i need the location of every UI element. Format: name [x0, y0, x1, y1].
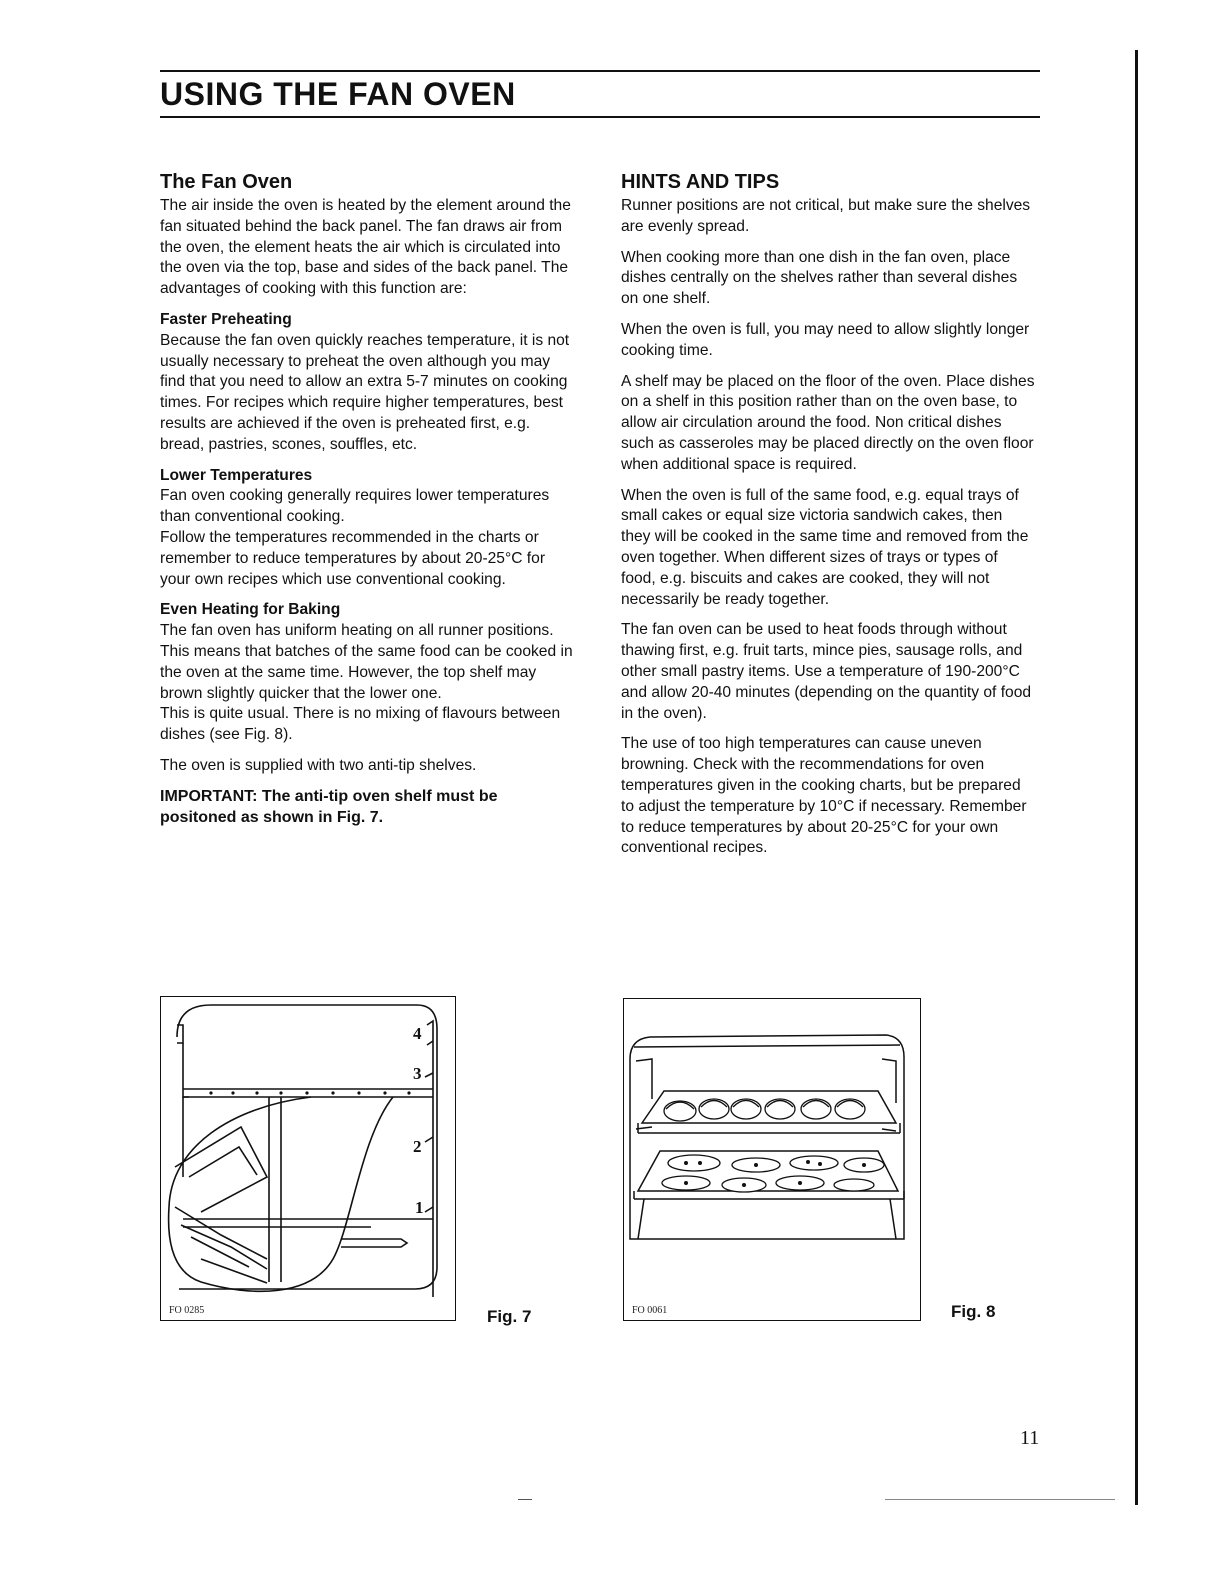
- hint-paragraph: Runner positions are not critical, but make sure the shelves are evenly spread.: [621, 197, 1031, 235]
- lower-temperatures-body-1: Fan oven cooking generally requires lower temperatures than conventional cooking.: [160, 487, 550, 526]
- right-column: [621, 170, 1036, 869]
- fan-oven-heading: The Fan Oven: [160, 171, 293, 193]
- hint-paragraph: When the oven is full, you may need to allow slightly longer cooking time.: [621, 320, 1030, 359]
- fig8-label: Fig. 8: [951, 1302, 996, 1321]
- hint-paragraph: The fan oven can be used to heat foods through without thawing first, e.g. fruit tarts, mince pies, sausage rolls, and other small pastry items. Use a temperature of 190-200°C and allow 20-40 minutes (depending on the quantity of food in the oven).: [621, 621, 1032, 722]
- fan-oven-body: The air inside the oven is heated by the element around the fan situated behind the back panel. The fan draws air from the oven, the element heats the air which is circulated into the oven via the top, base and sides of the back panel. The advantages of cooking with this function are:: [160, 197, 571, 298]
- fig7-illustration: [160, 996, 456, 1321]
- even-heating-body-1: The fan oven has uniform heating on all runner positions. This means that batches of the same food can be cooked in the oven at the same time. However, the top shelf may brown slightly quicker that the lower one.: [160, 622, 573, 702]
- hint-paragraph: When cooking more than one dish in the fan oven, place dishes centrally on the shelves rather than several dishes on one shelf.: [621, 248, 1018, 308]
- oven-shelf-diagram: [161, 997, 455, 1320]
- hints-tips-heading: HINTS AND TIPS: [621, 171, 780, 193]
- lower-temperatures-body-2: Follow the temperatures recommended in the charts or remember to reduce temperatures by about 20-25°C for your own recipes which use conventional cooking.: [160, 528, 546, 588]
- page-number: 11: [1020, 1427, 1040, 1449]
- lower-temperatures-heading: Lower Temperatures: [160, 466, 313, 484]
- fig8-code: FO 0061: [632, 1305, 668, 1316]
- faster-preheating-body: Because the fan oven quickly reaches temperature, it is not usually necessary to preheat the oven although you may find that you need to allow an extra 5-7 minutes on cooking times. For recipes which require higher temperatures, best results are achieved if the oven is preheated first, e.g. bread, pastries, scones, souffles, etc.: [160, 331, 570, 453]
- runner-label: 3: [413, 1064, 422, 1083]
- runner-label: 2: [413, 1137, 422, 1156]
- fig8-illustration: [623, 998, 921, 1321]
- faster-preheating-heading: Faster Preheating: [160, 310, 292, 328]
- left-column: [160, 170, 575, 838]
- hint-paragraph: The use of too high temperatures can cause uneven browning. Check with the recommendations for oven temperatures given in the cooking charts, but be prepared to adjust the temperature by 10°C if necessary. Remember to reduce temperatures by about 20-25°C for your own conventional recipes.: [621, 735, 1027, 857]
- fig7-label: Fig. 7: [487, 1307, 532, 1326]
- even-heating-heading: Even Heating for Baking: [160, 601, 341, 619]
- even-heating-body-2: This is quite usual. There is no mixing of flavours between dishes (see Fig. 8).: [160, 705, 561, 744]
- footer-rule: [885, 1499, 1115, 1500]
- header-rule-top: [160, 70, 1040, 72]
- oven-cakes-diagram: [624, 999, 920, 1320]
- important-note: IMPORTANT: The anti-tip oven shelf must be positoned as shown in Fig. 7.: [160, 787, 498, 826]
- hint-paragraph: A shelf may be placed on the floor of the oven. Place dishes on a shelf in this position rather than on the oven base, to allow air circulation around the food. Non critical dishes such as casseroles may be placed directly on the oven floor when additional space is required.: [621, 372, 1035, 473]
- hint-paragraph: When the oven is full of the same food, e.g. equal trays of small cakes or equal size victoria sandwich cakes, then they will be cooked in the same time and removed from the oven together. When different sizes of trays or types of food, e.g. biscuits and cakes are cooked, they will not necessarily be ready together.: [621, 486, 1029, 608]
- runner-label: 4: [413, 1024, 422, 1043]
- margin-bar: [1135, 50, 1138, 1505]
- footer-mark: [518, 1499, 532, 1500]
- header-rule-bottom: [160, 116, 1040, 118]
- page-title: USING THE FAN OVEN: [160, 76, 516, 112]
- fig7-code: FO 0285: [169, 1305, 205, 1316]
- runner-label: 1: [415, 1198, 424, 1217]
- supplied-shelves-note: The oven is supplied with two anti-tip shelves.: [160, 756, 477, 774]
